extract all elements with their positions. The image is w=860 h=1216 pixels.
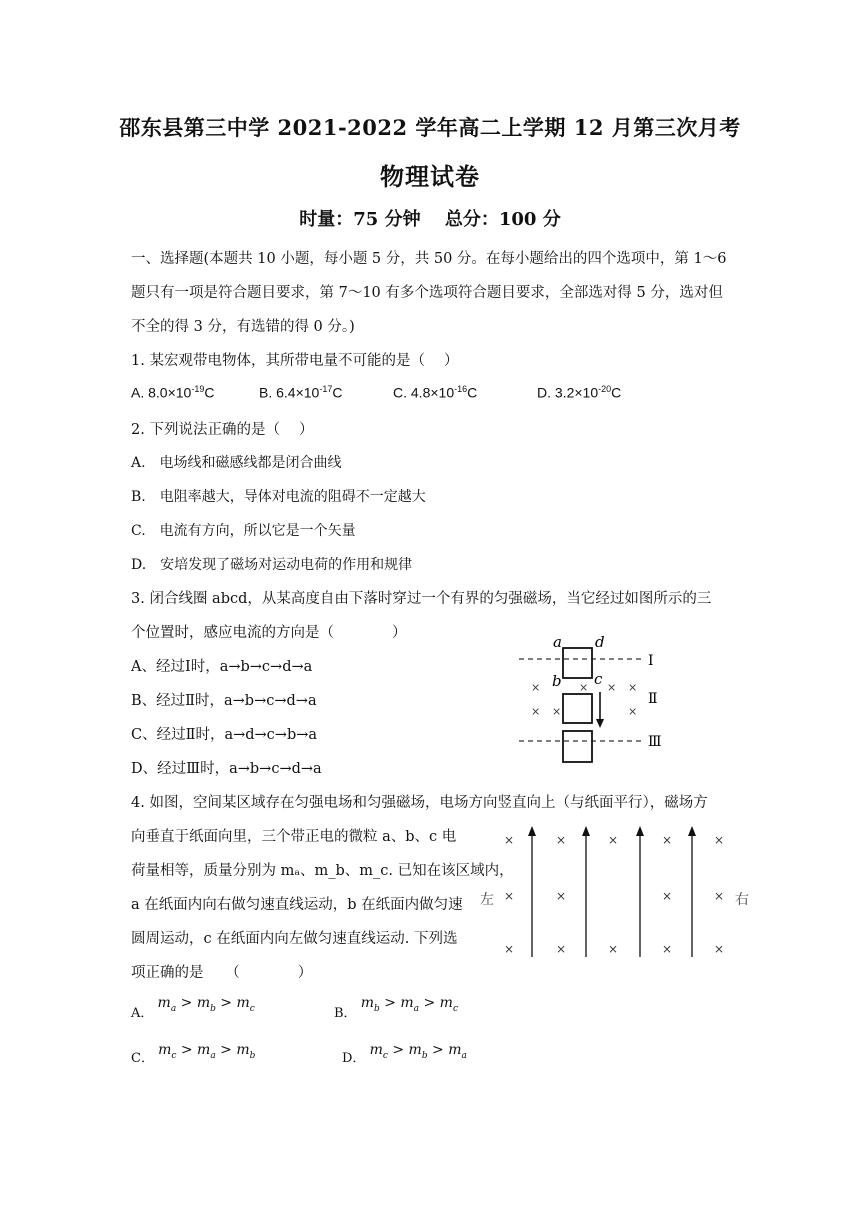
section-intro-line-2: 题只有一项是符合题目要求，第 7～10 有多个选项符合题目要求，全部选对得 5 分，选对但	[131, 285, 723, 301]
q2-option-b: B. 电阻率越大，导体对电流的阻碍不一定越大	[131, 489, 426, 505]
q3-option-d: D、经过Ⅲ时，a→b→c→d→a	[131, 761, 322, 777]
q4-stem-line-5: 圆周运动，c 在纸面内向左做匀速直线运动. 下列选	[131, 931, 458, 947]
q1-stem: 1. 某宏观带电物体，其所带电量不可能的是（ ）	[131, 353, 459, 369]
field-cross: ×	[504, 833, 515, 847]
q2-option-c: C. 电流有方向，所以它是一个矢量	[131, 523, 356, 539]
q4-option-d	[342, 1042, 467, 1069]
q3-option-b: B、经过Ⅱ时，a→b→c→d→a	[131, 693, 317, 709]
q2-stem: 2. 下列说法正确的是（ ）	[131, 422, 314, 438]
exam-school-title: 邵东县第三中学 2021-2022 学年高二上学期 12 月第三次月考	[119, 115, 741, 140]
field-cross: ×	[552, 705, 562, 718]
field-cross: ×	[531, 681, 541, 694]
field-cross: ×	[579, 681, 589, 694]
field-cross: ×	[556, 942, 567, 956]
field-cross: ×	[662, 833, 673, 847]
field-cross: ×	[607, 681, 617, 694]
q1-option-a: A. $8.0\times 10^{-19}C$	[131, 384, 215, 401]
corner-label-a: a	[553, 633, 562, 651]
q3-coil-figure	[515, 630, 675, 775]
q4-stem-line-3: 荷量相等，质量分别为 mₐ、m_b、m_c. 已知在该区域内，	[131, 863, 514, 879]
q4-option-c-label: C．	[131, 1051, 154, 1066]
q4-option-c	[131, 1042, 256, 1069]
q4-field-figure	[477, 822, 767, 962]
q4-stem-line-6: 项正确的是 （ ）	[131, 965, 313, 981]
field-cross: ×	[714, 833, 725, 847]
field-cross: ×	[504, 889, 515, 903]
arrow-up-icon	[528, 826, 536, 836]
field-cross: ×	[628, 705, 638, 718]
position-label-2: Ⅱ	[648, 691, 658, 707]
section-intro-line-1: 一、选择题(本题共 10 小题，每小题 5 分，共 50 分。在每小题给出的四个选项中，第 1～6	[131, 251, 727, 267]
q4-stem-line-4: a 在纸面内向右做匀速直线运动，b 在纸面内做匀速	[131, 897, 463, 913]
q3-stem-line-2: 个位置时，感应电流的方向是（ ）	[131, 625, 407, 641]
field-cross: ×	[662, 942, 673, 956]
label-left: 左	[480, 892, 494, 908]
q2-option-d: D. 安培发现了磁场对运动电荷的作用和规律	[131, 557, 413, 573]
field-cross: ×	[531, 705, 541, 718]
coil-position-2	[563, 694, 592, 723]
arrow-up-icon	[688, 826, 696, 836]
q4-field-crosses	[504, 833, 724, 956]
q4-option-a-formula: $m_a > m_b > m_c$	[157, 995, 255, 1014]
exam-subject-title: 物理试卷	[380, 162, 480, 191]
q1-option-d: D. $3.2\times 10^{-20}C$	[537, 384, 622, 401]
q3-stem-line-1: 3. 闭合线圈 abcd，从某高度自由下落时穿过一个有界的匀强磁场，当它经过如图所示的三	[131, 591, 712, 607]
field-cross: ×	[608, 942, 619, 956]
arrow-up-icon	[636, 826, 644, 836]
field-cross: ×	[714, 942, 725, 956]
field-cross: ×	[662, 889, 673, 903]
field-cross: ×	[628, 681, 638, 694]
label-right: 右	[735, 892, 749, 908]
corner-label-c: c	[594, 670, 603, 688]
q4-option-a-label: A．	[131, 1006, 154, 1021]
q1-option-b: B. $6.4\times 10^{-17}C$	[259, 384, 343, 401]
q3-option-a: A、经过Ⅰ时，a→b→c→d→a	[131, 659, 313, 675]
section-intro-line-3: 不全的得 3 分，有选错的得 0 分。)	[131, 319, 355, 335]
field-cross: ×	[608, 833, 619, 847]
corner-label-b: b	[552, 672, 562, 690]
fall-arrow-head	[596, 719, 604, 728]
coil-position-1	[563, 648, 592, 678]
q4-option-b	[334, 995, 458, 1024]
position-label-1: Ⅰ	[648, 653, 654, 669]
arrow-up-icon	[582, 826, 590, 836]
q4-stem-line-2: 向垂直于纸面向里，三个带正电的微粒 a、b、c 电	[131, 829, 457, 845]
q1-option-c: C. $4.8\times 10^{-16}C$	[393, 384, 478, 401]
corner-label-d: d	[595, 633, 605, 651]
field-cross: ×	[714, 889, 725, 903]
q2-option-a: A. 电场线和磁感线都是闭合曲线	[131, 455, 342, 471]
position-label-3: Ⅲ	[648, 734, 662, 750]
field-cross: ×	[556, 889, 567, 903]
q4-option-c-formula: $m_c > m_a > m_b$	[158, 1042, 256, 1061]
q4-option-d-label: D．	[342, 1051, 366, 1066]
q4-option-d-formula: $m_c > m_b > m_a$	[369, 1042, 467, 1061]
q4-stem-line-1: 4. 如图，空间某区域存在匀强电场和匀强磁场，电场方向竖直向上（与纸面平行），磁场方	[131, 795, 708, 811]
q4-option-a	[131, 995, 255, 1024]
coil-position-3	[563, 731, 592, 762]
field-cross: ×	[504, 942, 515, 956]
q3-option-c: C、经过Ⅱ时，a→d→c→b→a	[131, 727, 318, 743]
q4-option-b-formula: $m_b > m_a > m_c$	[360, 995, 458, 1014]
field-cross: ×	[556, 833, 567, 847]
q4-option-b-label: B．	[334, 1006, 357, 1021]
q3-field-crosses	[531, 681, 637, 718]
exam-meta: 时量：75 分钟 总分：100 分	[299, 209, 561, 230]
